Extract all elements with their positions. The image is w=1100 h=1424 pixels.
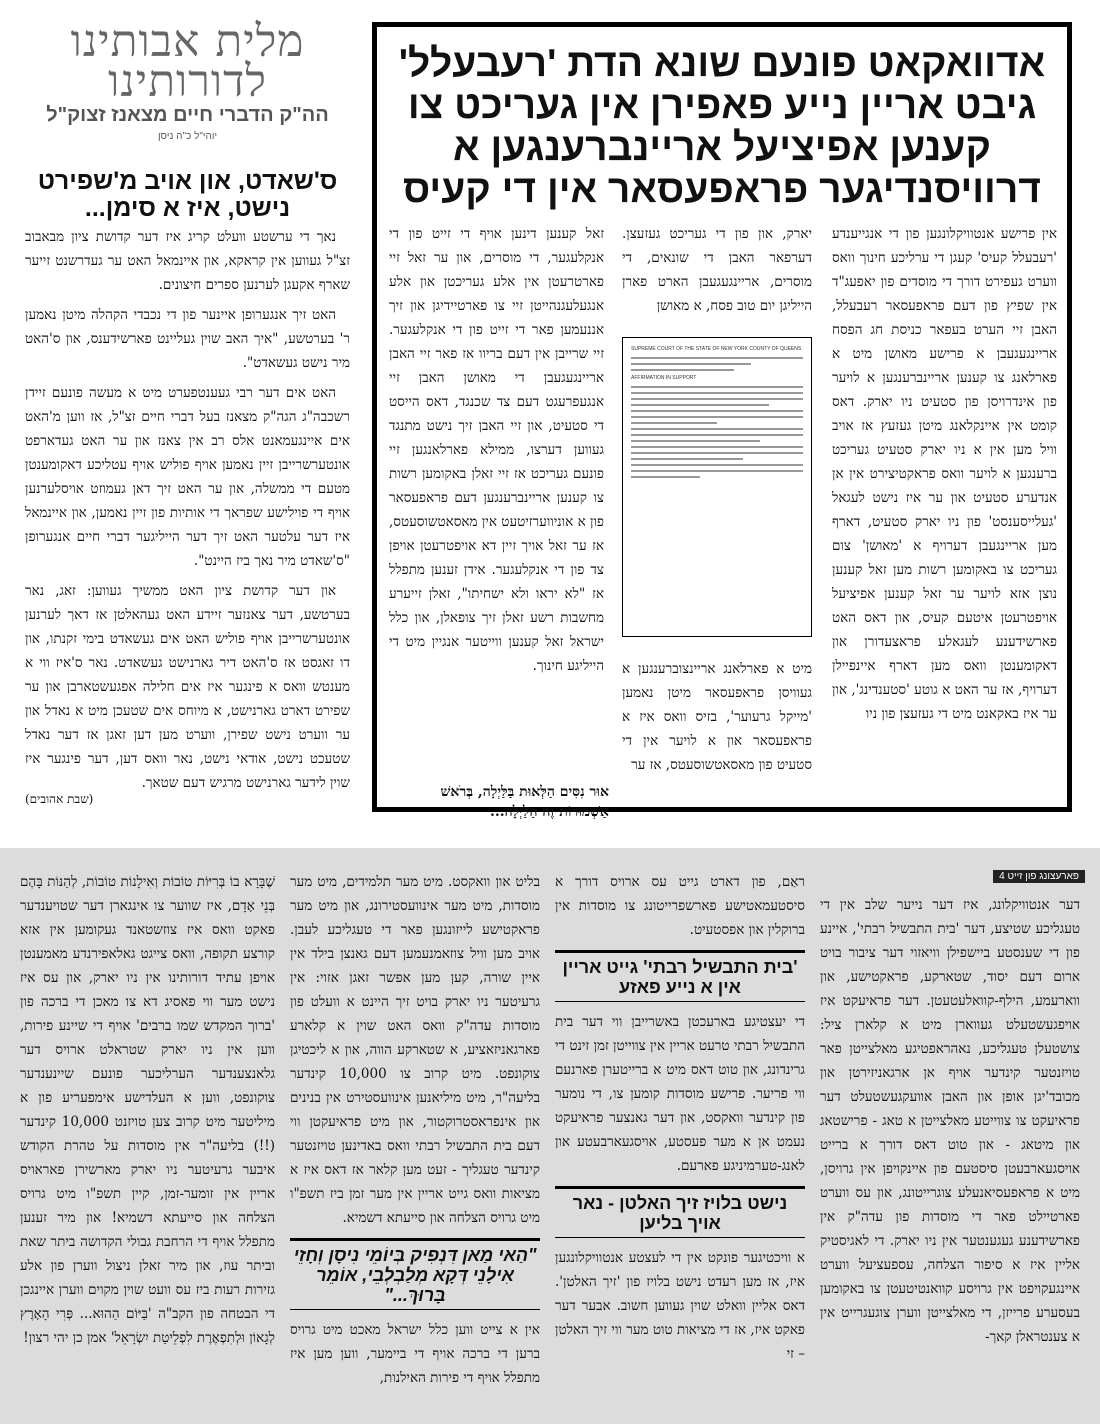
masthead-subtitle: הה"ק הדברי חיים מצאנז זצוק"ל	[46, 104, 329, 126]
left-article-paragraph: נאך די ערשטע וועלט קריג איז דער קדושת ציון מבאבוב זצ"ל געווען אין קראקא, און איינמאל האט ער געדרשנט זייער שארף אקעגן לערנען ספרים חיצונים.	[25, 229, 350, 293]
bottom-column-c-text: בליט און וואקסט. מיט מער תלמידים, מיט מער מוסדות, מיט מער אינוועסטירונג, און מיט מער פראקטישע לייזונגען פאר די טעגליכע לעבן. אויב מען וויל צוזאמנעמען דעם גאנצן בילד אין איין שורה, קען מען אפשר זאגן אזוי: אין גרעיטער ניו יארק בויט זיך היינט א וועלט פון מוסדות עדה"ק וואס האט שוין א קלארע פארגאניזאציע, א שטארקע הווה, און א ליכטיגן צוקונפט. מיט קרוב צו 10,000 קינדער בליעה"ר, מיט מיליאנען אינוועסטירט אין בנינים און אינפראסטרוקטור, און מיט פראיעקטן ווי דעם בית התבשיל רבתי וואס באדינען טויזנטער קינדער טעגליך - זעט מען קלאר אז דאס איז א מציאות וואס גייט אריין אין מער זמן ביז תשפ"ו מיט גרויס הצלחה און סייעתא דשמיא.	[290, 874, 540, 1226]
boxed-article-column-2-top: יארק, און פון די געריכט געזעצן. דערפאר האבן די שונאים, די מוסרים, אריינגעגעבן הארט פארן הייליגן יום טוב פסח, א מאושן	[622, 226, 812, 314]
left-article-headline: ס'שאדט, און אויב מ'שפירט נישט, איז א סימן...	[37, 167, 338, 222]
boxed-article-quote: אוּר נִסִּים הַלְּאוּת בַּלַּיְלָה, בְּרֹאשׁ אַשְׁמוּרוֹת זֶה הַלַּיְלָה...	[440, 784, 609, 820]
bottom-subhead-2: נישט בלויז זיך האלטן - נאר אויך בליען	[555, 1186, 805, 1238]
left-article-source: (שבת אהובים)	[25, 792, 94, 806]
court-document-court: SUPREME COURT OF THE STATE OF NEW YORK COUNTY OF QUEENS	[631, 346, 802, 352]
bottom-column-c	[290, 870, 540, 1410]
bottom-column-a: דער אנטוויקלונג, איז דער נייער שלב אין די טעגליכע שטיצע, דער 'בית התבשיל רבתי', איינע פון די שענסטע ביישפילן וויאזוי דער ציבור בויט ארום דעם יסוד, שטארקע, פראקטישע, און ווארעמע, הילף-קוואלעטעטן. דער פראיעקט איז אויפגעשטעלט געווארן מיט א קלארן ציל: צושטעלן טעגליכע, נאהראפטיגע מאלצייטן פאר טויזנטער קינדער אויף אן ארגאניזירטן און מכובד'יגן אופן און האבן אוועקגעשטעלט דער פראיעקט צו צווייטע מאלצייטן א טאג - פרישטאג און מיטאג - און טוט דאס דורך א ברייט אויסגעארבעטן סיסטעם פון איינקויפן אין גרויסן, מיט א פראפעסיאנעלע צוגרייטונג, און עס ווערט פארטיילט פאר די מוסדות פון עדה"ק אין פארשידענע געגענטער אין ניו יארק. די לאגיסטיק אליין איז א סיפור הצלחה, עספעציעל ווערט איינגעקויפט אין גרויסע קוואנטיטעטן צו באקומען בעסערע פרייזן, די מאלצייטן ווערן צוגעגרייט אין א צענטראלן קאך-	[820, 897, 1080, 1345]
bottom-column-b-mid: די יעצטיגע בארעכטן באשרייבן ווי דער בית התבשיל רבתי טרעט אריין אין צווייטן זמן זינט די גרינדונג, און טוט דאס מיט א ברייטערן פארנעם ווי פריער. פרישע מוסדות קומען צו, די נומער פון קינדער וואקסט, און דער גאנצער פראיעקט נעמט אן א מער פעסטע, אויסגעארבעטע און לאנג-טערמיניגע פארעם.	[555, 1014, 805, 1174]
court-document-image	[622, 337, 812, 637]
boxed-article	[372, 22, 1072, 820]
boxed-article-headline: אדוואקאט פונעם שונא הדת 'רעבעלל' גיבט אריין נייע פאפירן אין געריכט צו קענען אפיציעל אריינברענגען א דרוויסנדיגער פראפעסאר אין די קעיס	[398, 42, 1046, 211]
bottom-section	[0, 848, 1100, 1424]
bottom-column-d: שֶׁבָּרָא בוֹ בְּרִיּוֹת טוֹבוֹת וְאִילָנוֹת טוֹבוֹת, לְהַנּוֹת בָּהֶם בְּנֵי אָדָם, איז שווער צו אינגארן דער שטויענדער פאקט וואס איז צוזשטאנד געקומען אין אזא קורצע תקופה, וואס צייגט גאלאפירנדע מאמענטן אויפן עתיד דורותינו אין ניו יארק, און עס איז נישט מער ווי פאסיג דא צו מאכן די ברכה פון 'ברוך המקדש שמו ברבים' אויף די שיינע פירות, ווען אין ניו יארק שטראלט ארויס דער גלאנצענדער הערליכער פונעם שיינענדער צוקונפט, ווען א העלדישע אימפעריע פון א מיליטער מיט קרוב צען טויזנט 10,000 קינדער (!!) בליעה"ר אין מוסדות על טהרת הקודש איבער גרעיטער ניו יארק מארשירן פאראויס אריין אין זומער-זמן, קיין תשפ"ו מיט גרויס הצלחה און סייעתא דשמיא! און מיר זענען מתפלל אויף די הרחבת גבולי הקדושה ביתר שאת וביתר עוז, און מיר זאלן ניצול ווערן פון אלע גזירות רעות ביז עס וועט שוין מקוים ווערן איינגכן די הבטחה פון הקב"ה 'בַּיּוֹם הַהוּא... פְּרִי הָאָרֶץ לְגָאוֹן וּלְתִפְאֶרֶת לִפְלֵיטַת יִשְׂרָאֵל' אמן כן יהי רצון!	[20, 874, 275, 1346]
page-continuation-tag: פארעצונג פון זייט 4	[993, 870, 1085, 883]
left-article-paragraph: האט זיך אנגערופן איינער פון די נכבדי הקהלה מיטן נאמען ר' בערטשע, "איך האב שוין געליינט פארשידענס, און ס'האט מיר נישט געשאדט".	[25, 307, 350, 371]
boxed-article-column-2-bottom: מיט א פארלאנג אריינצוברענגען א געוויסן פראפעסאר מיטן נאמען 'מייקל גרעוער', בזיס וואס איז א פראפעסאר און א לויער אין די סטעיט פון מאסאטשוסעטס, אז ער	[622, 661, 812, 773]
bottom-column-b-bottom: א וויכטיגער פונקט אין די לעצטע אנטוויקלונגען איז, אז מען רעדט נישט בלויז פון 'זיך האלטן'. דאס אליין וואלט שוין געווען חשוב. אבער דער פאקט איז, אז די מציאות טוט מער ווי זיך האלטן – זי	[555, 1250, 805, 1362]
masthead-yahrzeit: יוהי"ל כ"ה ניסן	[157, 131, 218, 142]
left-article-body	[25, 225, 350, 801]
boxed-article-column-1: אין פרישע אנטוויקלונגען פון די אנגייענדע 'רעבעלל קעיס' קעגן די ערליכע חינוך וואס ווערט געפירט דורך די מוסדים פון יאפעג"ד אין שפיץ פון דעם פראפעסאר רעבעלל, האבן זיי הערט בעפאר כניסת חג הפסח אריינגעגעבן א פרישע מאושן מיט א פארלאנג צו קענען אריינברענגען א לויער פון אינדרויסן פון סטעיט ניו יארק. דאס קומט אין איינקלאנג מיטן געזעץ אז אויב וויל מען אין א ניו יארק סטעיט געריכט ברענגען א לויער וואס פראקטיצירט אין אן אנדערע סטעיט און ער איז נישט לעגאל 'געלייסענסט' פון ניו יארק סטעיט, דארף מען אריינגעבן דערויף א 'מאושן' צום געריכט צו באקומען רשות מען זאל קענען נוצן אזא לויער ער זאל קענען אפיציעל אויפטרעטן איטעם קעיס, און דאס האט פארשידענע לעגאלע פראצעדורן און דאקומענטן וואס מען דארף איינפיילן דערויף, אז ער האט א גוטע 'סטענדינג', און ער איז באקאנט מיט די געזעצן פון ניו	[832, 226, 1057, 722]
left-article-paragraph: האט אים דער רבי געענטפערט מיט א מעשה פונעם זיידן רשכבה"ג הגה"ק מצאנז בעל דברי חיים זצ"ל, אז ווען מ'האט אים איינגעמאנט אלס רב אין צאנז און ער האט געדארפט אונטערשרייבן זיין נאמען אויף פוליש אויף עטליכע דאקומענטן מטעם די ממשלה, און ער האט זיך דאן געמוזט אויסלערנען אויף די פוילישע שפראך די אותיות פון זיין נאמען, און איינמאל איז דער עלטער האט זיך דער הייליגער דברי חיים אנגערופן "ס'שאדט מיר נאך ביז היינט".	[25, 385, 350, 569]
court-document-title: AFFIRMATION IN SUPPORT	[631, 375, 697, 381]
bottom-subhead-1: 'בית התבשיל רבתי' גייט אריין אין א נייע פאזע	[555, 950, 805, 1002]
boxed-article-column-3: זאל קענען דינען אויף די זייט פון די אנקלעגער, די מוסרים, און ער זאל זיי פארטרעטן אין אלע געריכטן און אלע אנגעלעגנהייטן זיי צו פארטיידיגן און זיך אננעמען פאר די זייט פון די אנקלעגער. זיי שרייבן אין דעם בריוו אז פאר זיי האבן אריינגעגעבן די מאושן האבן זיי אנגעפרעגט דעם צד שכנגד, דאס הייסט די סטעיט, און זיי האבן זיך נישט מתנגד געווען דערצו, ממילא פארלאנגען זיי פונעם געריכט אז זיי זאלן באקומען רשות צו קענען אריינברענגען דעם פראפעסאר פון א אוניווערזיטעט אין מאסאטשוסעטס, אז ער זאל אויך זיין דא אויפטרעטן אויפן צד פון די אנקלעגער. אידן זענען מתפלל אז "לא יראו ולא ישחיתו", זאלן זייערע מחשבות רשע זאלן זיך צופאלן, און כלל ישראל זאל קענען ווייטער אנגיין מיט די הייליגע חינוך.	[389, 226, 604, 674]
bottom-column-c-bottom: אין א צייט ווען כלל ישראל מאכט מיט גרויס ברען די ברכה אויף די ביימער, ווען מען איז מתפלל אויף די פירות האילנות,	[290, 1322, 540, 1386]
bottom-column-b	[555, 870, 805, 1410]
bottom-subhead-3: "הַאי מַאן דִּנְפִיק בְּיוֹמֵי נִיסָן וְחָזֵי אִילָנֵי דְּקָא מְלַבְלְבֵי, אוֹמֵר בָּרוּךְ..."	[290, 1238, 540, 1310]
left-article-paragraph: און דער קדושת ציון האט ממשיך געווען: זאג, נאר בערטשע, דער צאנזער זיידע האט געהאלטן אז דאך לערנען אונטערשרייבן אויף פוליש האט אים געשאדט בימי זקנתו, און דו זאגסט אז ס'האט דיר גארנישט געשאדט. נאר ס'איז ווי א מענטש וואס א פינגער איז אים חלילה אפגעשטארבן און ער שפירט דארט גארנישט, א מיוחס אים שטעכן מיט א נאדל און ער ווערט נישט שפירן, ווערט מען דען זאגן אז דער נאדל שטעכט נישט, אודאי נישט, נאר וואס דען, דער פינגער איז שוין לידער גארנישט מרגיש דעם שטאך.	[25, 583, 350, 791]
masthead	[25, 16, 350, 162]
bottom-column-b-top: ראַם, פון דארט גייט עס ארויס דורך א סיסטעמאטישע פארשפרייטונג צו מוסדות אין ברוקלין און אפסטעיט.	[555, 874, 805, 938]
masthead-script-title: מלית אבותינו לדורותינו	[70, 16, 305, 107]
